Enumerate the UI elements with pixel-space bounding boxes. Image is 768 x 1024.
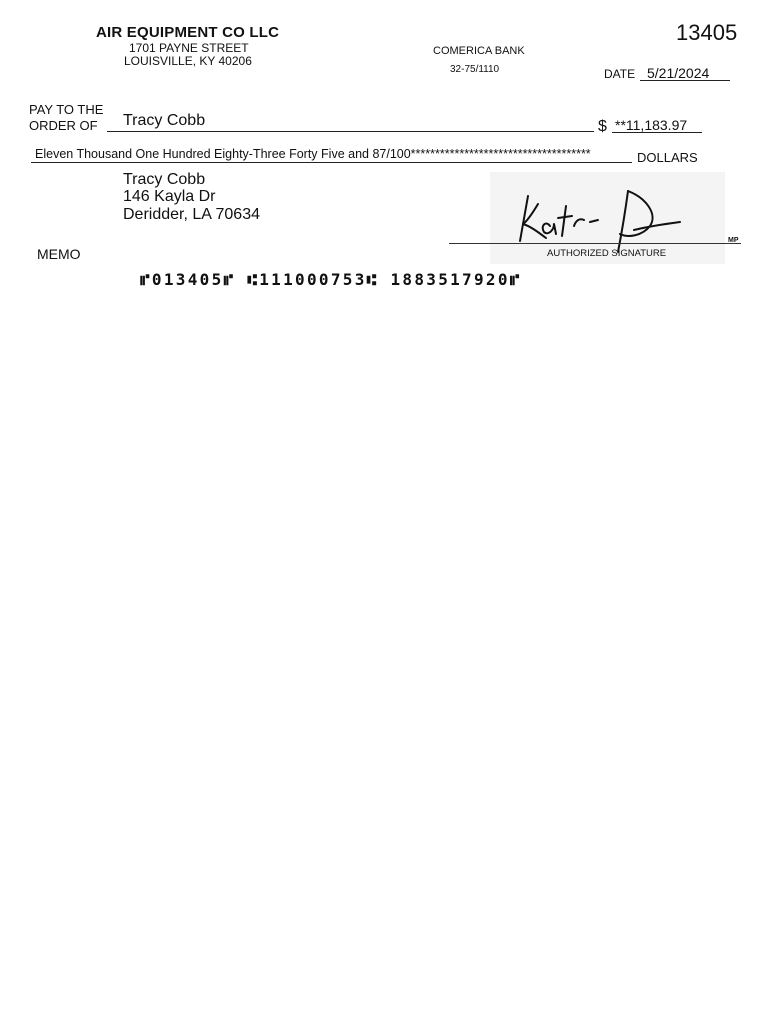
routing-fraction: 32-75/1110 [450, 64, 500, 75]
signature-line [449, 243, 741, 244]
mp-mark: MP [728, 237, 739, 244]
payee-line [107, 131, 594, 132]
date-value: 5/21/2024 [647, 65, 710, 81]
dollars-label: DOLLARS [637, 150, 698, 165]
written-amount: Eleven Thousand One Hundred Eighty-Three Forty Five and 87/100************************************* [35, 147, 591, 161]
company-street: 1701 PAYNE STREET [129, 41, 249, 55]
date-line [640, 80, 730, 81]
amount-value: **11,183.97 [615, 117, 688, 133]
recipient-street: 146 Kayla Dr [123, 188, 216, 205]
order-of-label: ORDER OF [29, 118, 98, 133]
bank-name: COMERICA BANK [433, 45, 525, 57]
date-label: DATE [604, 67, 636, 81]
payee-name: Tracy Cobb [123, 112, 206, 129]
authorized-signature-label: AUTHORIZED SIGNATURE [547, 248, 667, 259]
signature-image [510, 186, 685, 256]
recipient-name: Tracy Cobb [123, 171, 206, 188]
dollar-sign: $ [598, 118, 607, 135]
pay-to-label: PAY TO THE [29, 102, 104, 117]
micr-line: ⑈013405⑈ ⑆111000753⑆ 1883517920⑈ [140, 270, 522, 289]
company-city: LOUISVILLE, KY 40206 [124, 54, 252, 68]
memo-label: MEMO [37, 246, 81, 262]
amount-line [612, 132, 702, 133]
check-number: 13405 [676, 20, 738, 45]
written-amount-line [31, 162, 632, 163]
recipient-city: Deridder, LA 70634 [123, 206, 260, 223]
company-name: AIR EQUIPMENT CO LLC [96, 24, 280, 41]
